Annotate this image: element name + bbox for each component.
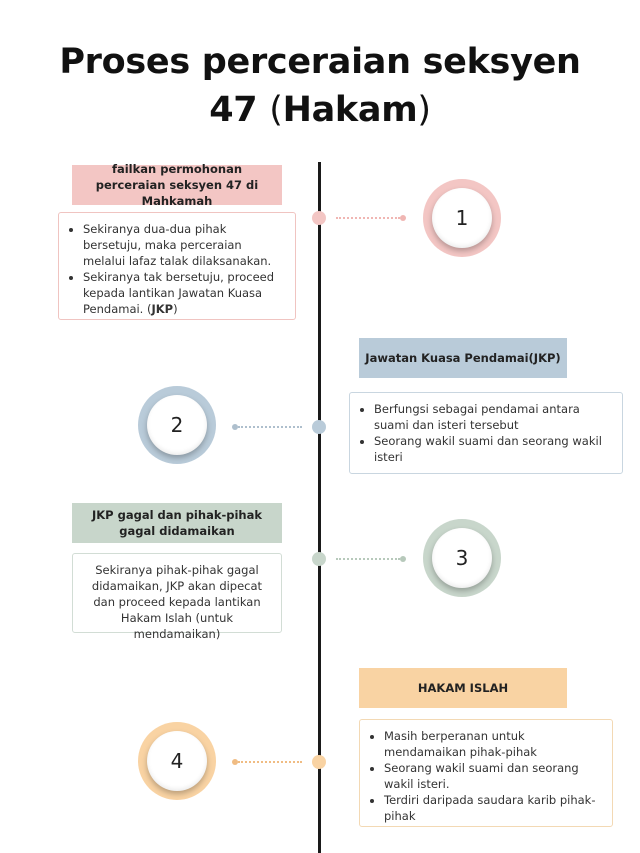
step-1-item-text: Sekiranya tak bersetuju, proceed kepada lantikan Jawatan Kuasa Pendamai. ( — [83, 270, 275, 316]
step-3-connector-end — [400, 556, 406, 562]
step-2-description — [349, 392, 623, 474]
step-4-connector — [238, 761, 302, 763]
step-2-connector-end — [232, 424, 238, 430]
step-3-badge — [423, 519, 501, 597]
step-4-item: • Terdiri daripada saudara karib pihak-pihak — [384, 792, 602, 824]
step-3-connector — [336, 558, 400, 560]
step-1-connector-end — [400, 215, 406, 221]
step-2-label-close: ) — [555, 351, 561, 365]
title-line-1: Proses perceraian seksyen — [59, 42, 581, 82]
step-4-connector-end — [232, 759, 238, 765]
step-4-number: 4 — [147, 731, 207, 791]
step-3-number: 3 — [432, 528, 492, 588]
step-4-item: • Masih berperanan untuk mendamaikan pihak-pihak — [384, 728, 602, 760]
step-1-connector — [336, 217, 400, 219]
title-open-paren: ( — [269, 90, 283, 130]
step-1-label-text: failkan permohonan perceraian seksyen 47 di Mahkamah — [95, 162, 259, 208]
step-2-badge — [138, 386, 216, 464]
step-4-timeline-dot — [312, 755, 326, 769]
step-2-label-jkp: JKP — [533, 351, 556, 365]
step-1-label — [72, 162, 282, 208]
step-2-label-text — [365, 350, 560, 366]
title-close-paren: ) — [417, 90, 431, 130]
step-2-timeline-dot — [312, 420, 326, 434]
step-1-number: 1 — [432, 188, 492, 248]
step-3-label — [72, 503, 282, 543]
title-line-2 — [0, 86, 640, 134]
step-3-text: Sekiranya pihak-pihak gagal didamaikan, JKP akan dipecat dan proceed kepada lantikan Hakam Islah (untuk mendamaikan) — [91, 563, 263, 641]
timeline-line — [318, 162, 321, 853]
step-2-label-open: ( — [528, 351, 534, 365]
step-1-item — [83, 269, 285, 317]
step-2-item: • Seorang wakil suami dan seorang wakil isteri — [374, 433, 612, 465]
step-4-badge — [138, 722, 216, 800]
step-3-timeline-dot — [312, 552, 326, 566]
step-3-label-text: JKP gagal dan pihak-pihak gagal didamaikan — [91, 508, 263, 538]
step-1-timeline-dot — [312, 211, 326, 225]
step-4-label — [359, 668, 567, 708]
step-2-connector — [238, 426, 302, 428]
step-1-badge — [423, 179, 501, 257]
step-2-label-main: Jawatan Kuasa Pendamai — [365, 351, 529, 365]
step-2-item: • Berfungsi sebagai pendamai antara suami dan isteri tersebut — [374, 401, 612, 433]
title-number: 47 — [209, 90, 258, 130]
step-2-label — [359, 338, 567, 378]
step-4-label-text: HAKAM ISLAH — [417, 681, 509, 695]
step-4-item: • Seorang wakil suami dan seorang wakil isteri. — [384, 760, 602, 792]
step-1-description — [58, 212, 296, 320]
step-3-description — [72, 553, 282, 641]
title-name: Hakam — [282, 90, 418, 130]
step-4-description — [359, 719, 613, 827]
step-1-item-close: ) — [173, 302, 178, 316]
step-1-item: • Sekiranya dua-dua pihak bersetuju, maka perceraian melalui lafaz talak dilaksanakan. — [83, 221, 285, 269]
step-1-item-jkp: JKP — [151, 302, 174, 316]
page-title — [0, 38, 640, 134]
step-2-number: 2 — [147, 395, 207, 455]
